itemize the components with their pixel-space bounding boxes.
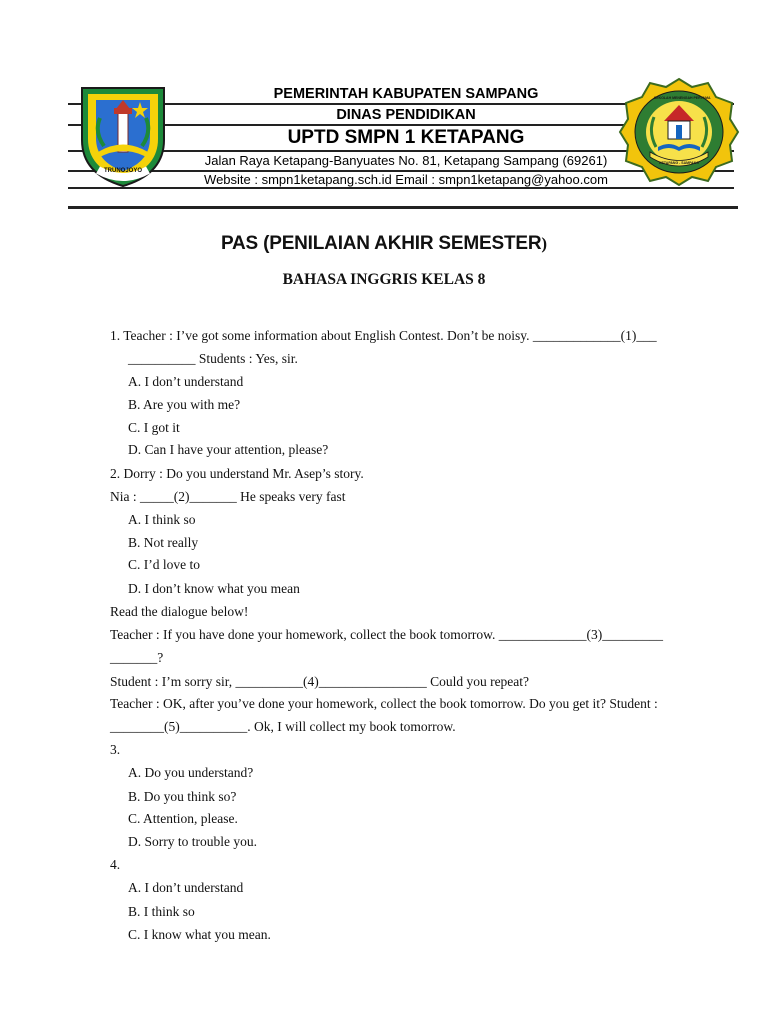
question-2-option-b: B. Not really (128, 535, 199, 550)
question-2-line-1: 2. Dorry : Do you understand Mr. Asep’s story. (110, 466, 364, 481)
question-4-option-b: B. I think so (128, 904, 195, 919)
question-3-label: 3. (110, 742, 121, 757)
dialogue-intro: Read the dialogue below! (110, 604, 249, 619)
question-1-option-a: A. I don’t understand (128, 374, 244, 389)
question-1-option-b: B. Are you with me? (128, 397, 241, 412)
question-4-option-a: A. I don’t understand (128, 880, 244, 895)
sampang-regency-emblem-icon (78, 82, 168, 190)
question-4-label: 4. (110, 857, 121, 872)
question-3-option-b: B. Do you think so? (128, 789, 237, 804)
question-2-option-d: D. I don’t know what you mean (128, 581, 300, 596)
left-logo-motto: TRUNOJOYO (103, 168, 142, 174)
question-3-option-c: C. Attention, please. (128, 811, 238, 826)
dialogue-line-3: Student : I’m sorry sir, __________(4)________________ Could you repeat? (110, 674, 530, 689)
question-2-line-2: Nia : _____(2)_______ He speaks very fast (110, 489, 346, 504)
question-1-option-d: D. Can I have your attention, please? (128, 442, 329, 457)
dialogue-line-2: _______? (110, 650, 164, 665)
exam-title-paren: ) (541, 234, 548, 253)
dialogue-line-4: Teacher : OK, after you’ve done your homework, collect the book tomorrow. Do you get it? Student : (110, 696, 658, 711)
header-school-name: UPTD SMPN 1 KETAPANG (195, 127, 617, 149)
question-3-option-a: A. Do you understand? (128, 765, 254, 780)
header-line-department: DINAS PENDIDIKAN (195, 107, 617, 123)
right-logo-bottom-text: KETAPANG - SAMPANG (659, 161, 699, 165)
header-line-government: PEMERINTAH KABUPATEN SAMPANG (195, 86, 617, 102)
school-emblem-icon (620, 77, 738, 187)
question-1-option-c: C. I got it (128, 420, 180, 435)
question-1-line-1: 1. Teacher : I’ve got some information about English Contest. Don’t be noisy. _____________(1)___ (110, 328, 657, 343)
header-contact: Website : smpn1ketapang.sch.id Email : smpn1ketapang@yahoo.com (195, 172, 617, 187)
question-2-option-a: A. I think so (128, 512, 196, 527)
question-4-option-c: C. I know what you mean. (128, 927, 271, 942)
header-address: Jalan Raya Ketapang-Banyuates No. 81, Ketapang Sampang (69261) (195, 153, 617, 168)
dialogue-line-1: Teacher : If you have done your homework, collect the book tomorrow. _____________(3)_________ (110, 627, 664, 642)
exam-title-main: PAS (PENILAIAN AKHIR SEMESTER (220, 233, 542, 254)
question-3-option-d: D. Sorry to trouble you. (128, 834, 257, 849)
right-logo-top-text: SEKOLAH MENENGAH PERTAMA (654, 96, 711, 100)
question-1-line-2: __________ Students : Yes, sir. (128, 351, 298, 366)
exam-subject: BAHASA INGGRIS KELAS 8 (282, 271, 486, 288)
exam-title (0, 233, 768, 255)
question-2-option-c: C. I’d love to (128, 557, 200, 572)
dialogue-line-5: ________(5)__________. Ok, I will collect my book tomorrow. (110, 719, 456, 734)
header-rule-thick (68, 206, 738, 209)
